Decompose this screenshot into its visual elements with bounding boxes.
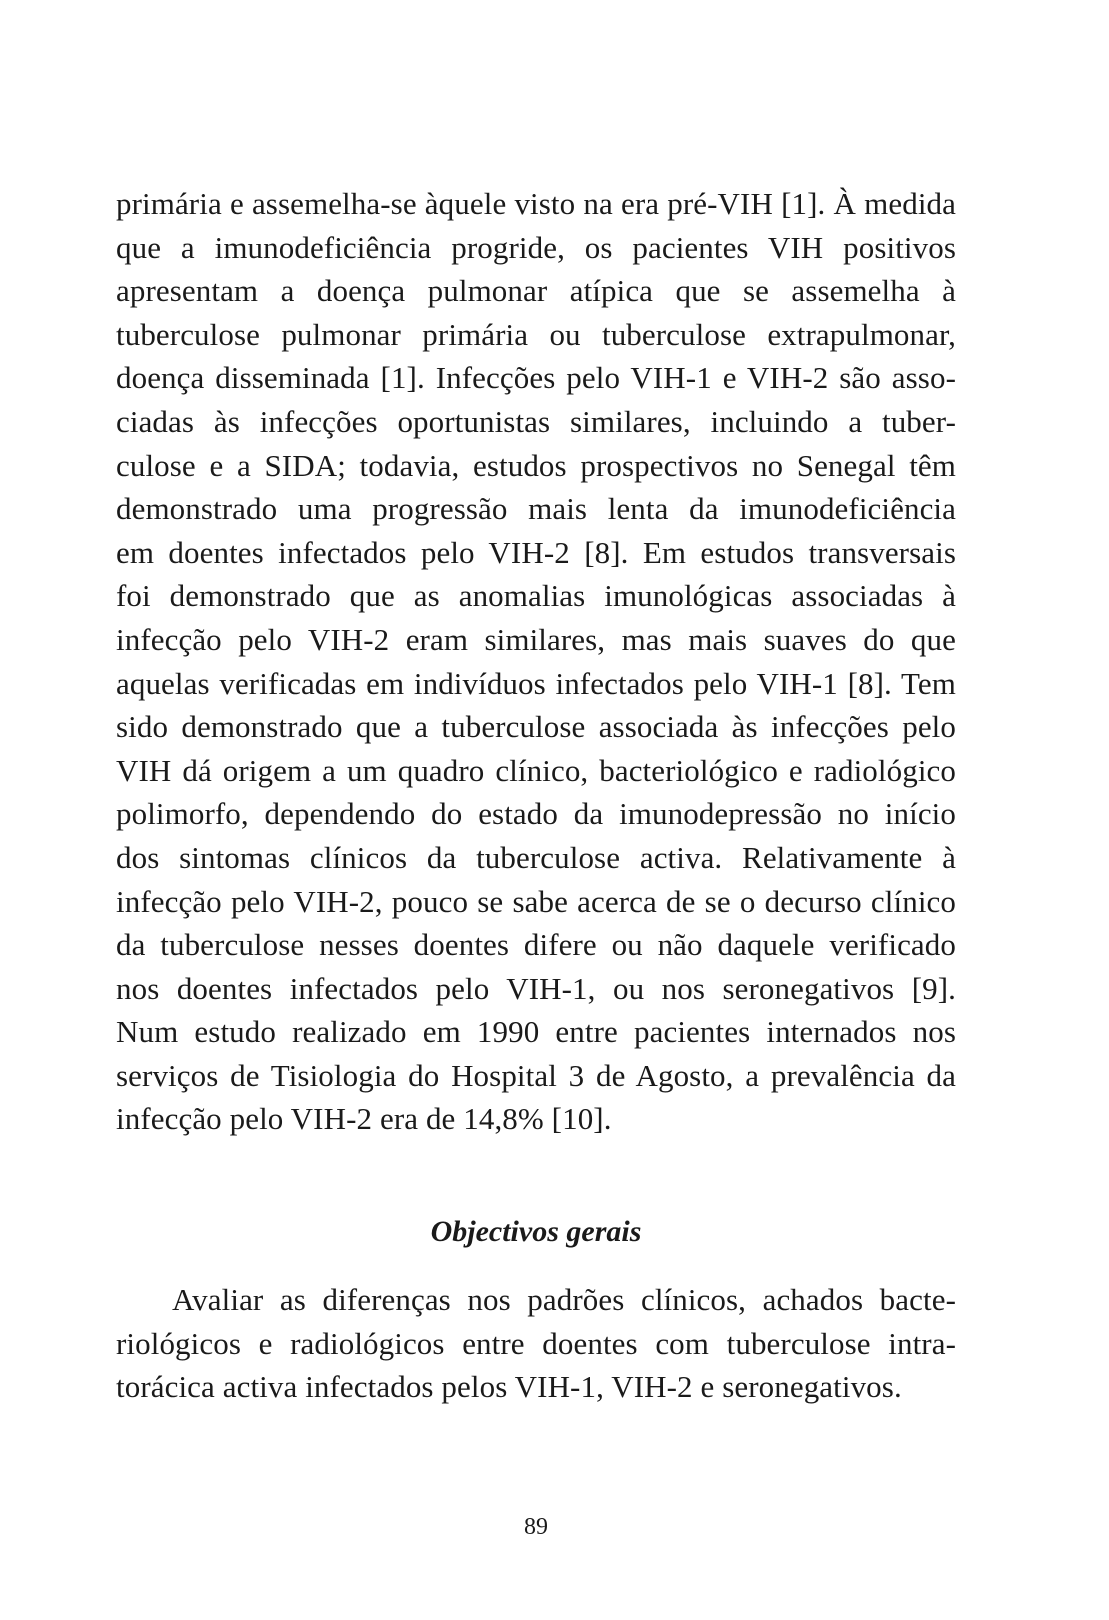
text-line: da tuberculose nesses doentes difere ou não daquele verificado [116, 927, 956, 963]
text-line: serviços de Tisiologia do Hospital 3 de Agosto, a prevalência da [116, 1057, 956, 1093]
text-line: nos doentes infectados pelo VIH-1, ou nos seronegativos [9]. [116, 970, 956, 1006]
text-line: Avaliar as diferenças nos padrões clínicos, achados bacte- [172, 1282, 956, 1317]
text-line: sido demonstrado que a tuberculose associada às infecções pelo [116, 709, 956, 745]
text-line: riológicos e radiológicos entre doentes com tuberculose intra- [116, 1325, 956, 1361]
page-content [116, 182, 956, 1540]
text-line: infecção pelo VIH-2 eram similares, mas mais suaves do que [116, 621, 956, 657]
text-line: demonstrado uma progressão mais lenta da imunodeficiência [116, 491, 956, 527]
page-number: 89 [524, 1514, 548, 1540]
text-line: culose e a SIDA; todavia, estudos prospectivos no Senegal têm [116, 447, 956, 483]
text-line: doença disseminada [1]. Infecções pelo VIH-1 e VIH-2 são asso- [116, 360, 956, 396]
text-line: primária e assemelha-se àquele visto na era pré-VIH [1]. À medida [116, 186, 956, 221]
text-line: dos sintomas clínicos da tuberculose activa. Relativamente à [116, 839, 956, 875]
text-line: foi demonstrado que as anomalias imunológicas associadas à [116, 578, 956, 614]
text-line: ciadas às infecções oportunistas similares, incluindo a tuber- [116, 403, 956, 439]
text-line: apresentam a doença pulmonar atípica que se assemelha à [116, 273, 956, 309]
text-line: infecção pelo VIH-2, pouco se sabe acerca de se o decurso clínico [116, 883, 956, 919]
text-line: VIH dá origem a um quadro clínico, bacteriológico e radiológico [116, 752, 956, 788]
body-paragraph-2 [116, 1278, 956, 1409]
text-line: que a imunodeficiência progride, os pacientes VIH positivos [116, 229, 956, 265]
text-line: em doentes infectados pelo VIH-2 [8]. Em estudos transversais [116, 534, 956, 570]
body-paragraph-1 [116, 182, 956, 1141]
text-line: tuberculose pulmonar primária ou tuberculose extrapulmonar, [116, 316, 956, 352]
text-line: polimorfo, dependendo do estado da imunodepressão no início [116, 796, 956, 832]
text-line: Num estudo realizado em 1990 entre pacientes internados nos [116, 1014, 956, 1050]
text-line: infecção pelo VIH-2 era de 14,8% [10]. [116, 1101, 612, 1137]
text-line: torácica activa infectados pelos VIH-1, VIH-2 e seronegativos. [116, 1369, 902, 1405]
section-heading: Objectivos gerais [430, 1215, 642, 1248]
text-line: aquelas verificadas em indivíduos infectados pelo VIH-1 [8]. Tem [116, 665, 956, 701]
